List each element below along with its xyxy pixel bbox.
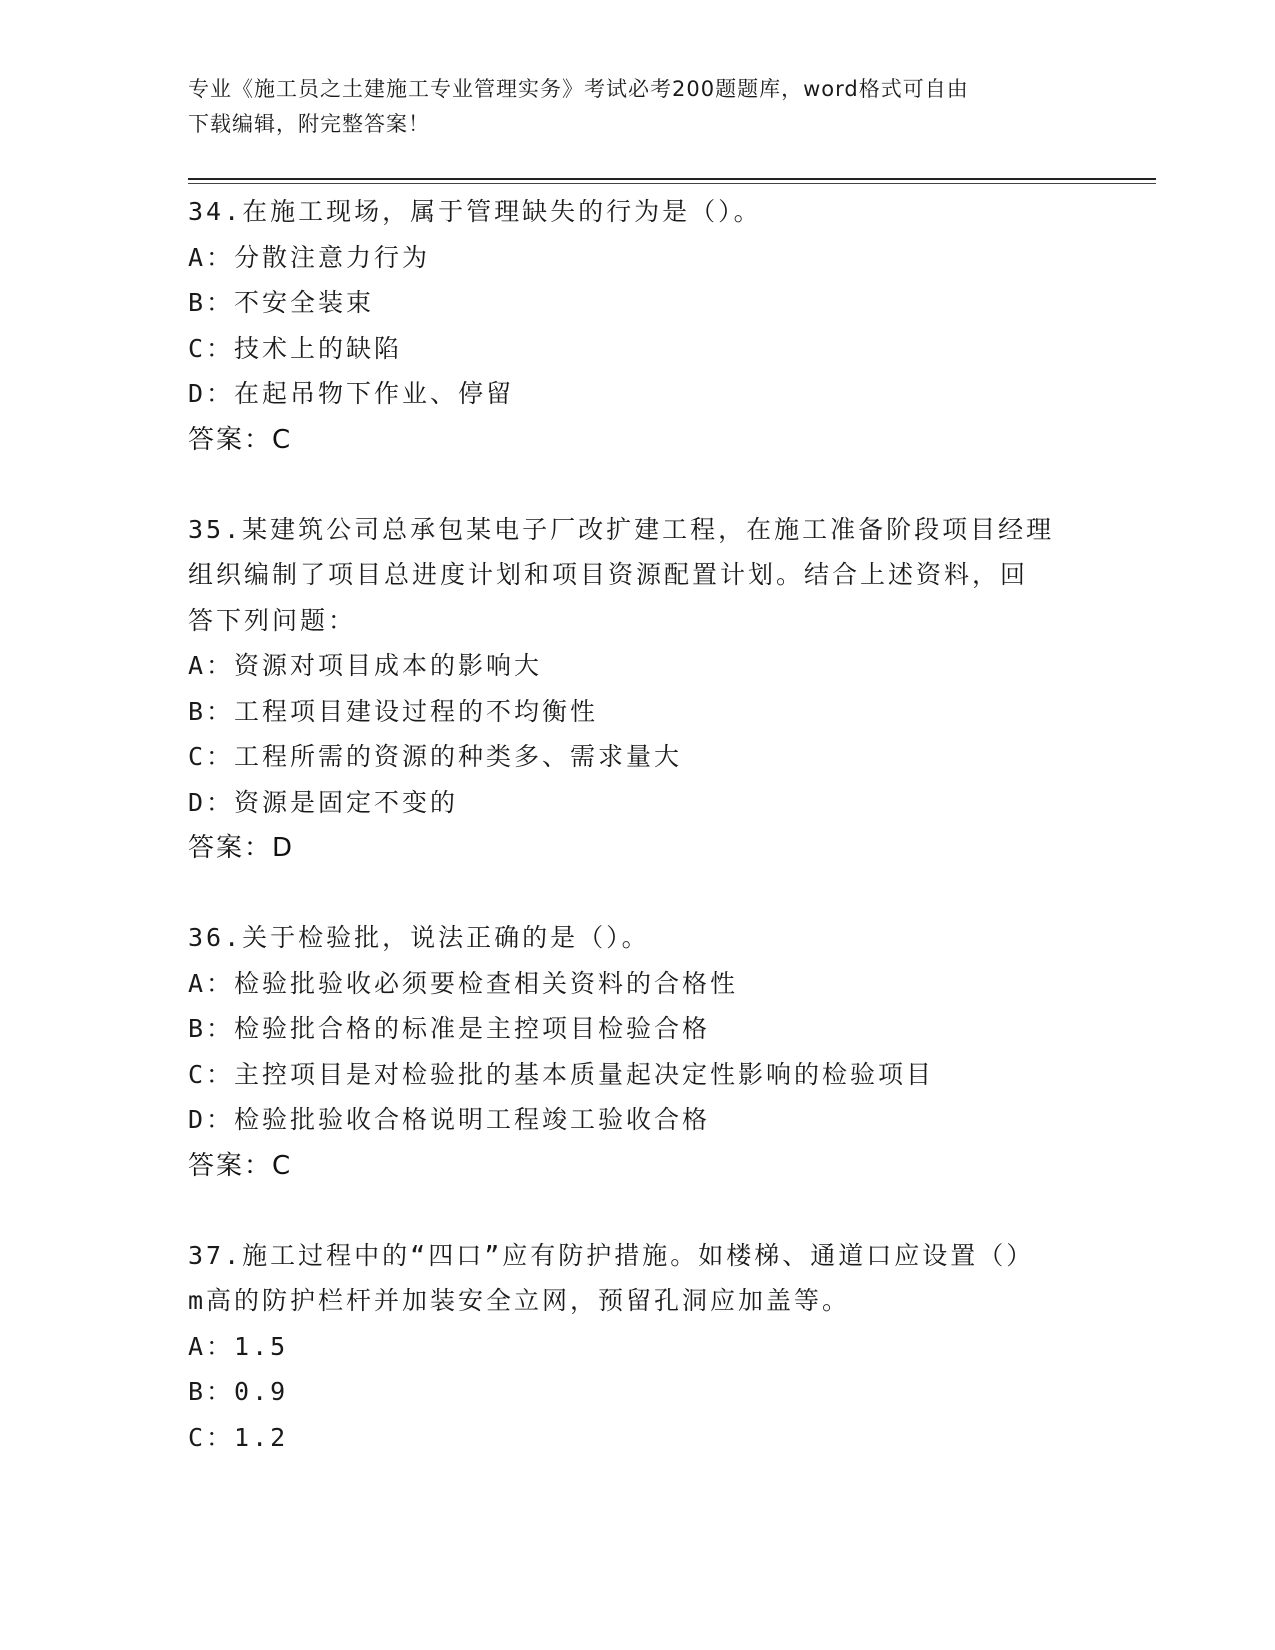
question-34 [188,189,1088,463]
option-d: D：在起吊物下作业、停留 [188,379,515,408]
answer: 答案：C [188,1150,293,1181]
question-text: 37.施工过程中的“四口”应有防护措施。如楼梯、通道口应设置（） [188,1240,1035,1270]
option-b: B：不安全装束 [188,288,375,317]
question-text: 36.关于检验批，说法正确的是（）。 [188,923,650,952]
document-header [188,72,1068,142]
header-line-1: 专业《施工员之土建施工专业管理实务》考试必考200题题库，word格式可自由 [188,77,969,101]
option-c: C：工程所需的资源的种类多、需求量大 [188,742,683,771]
question-text: m高的防护栏杆并加装安全立网，预留孔洞应加盖等。 [188,1286,851,1315]
question-text: 34.在施工现场，属于管理缺失的行为是（）。 [188,197,762,226]
question-text: 组织编制了项目总进度计划和项目资源配置计划。结合上述资料，回 [188,560,1029,589]
question-list [188,189,1088,1460]
question-37 [188,1233,1088,1461]
option-b: B：工程项目建设过程的不均衡性 [188,696,599,726]
option-a: A：检验批验收必须要检查相关资料的合格性 [188,968,739,998]
option-b: B：检验批合格的标准是主控项目检验合格 [188,1014,711,1043]
option-c: C：主控项目是对检验批的基本质量起决定性影响的检验项目 [188,1059,935,1089]
header-divider-thick [188,178,1156,180]
question-36 [188,915,1088,1189]
option-a: A：资源对项目成本的影响大 [188,651,543,680]
header-line-2: 下载编辑，附完整答案！ [188,112,430,136]
option-c: C：1.2 [188,1422,289,1452]
header-divider-thin [188,183,1156,184]
option-d: D：检验批验收合格说明工程竣工验收合格 [188,1105,711,1134]
option-c: C：技术上的缺陷 [188,333,403,363]
option-b: B：0.9 [188,1377,289,1406]
option-a: A：1.5 [188,1331,289,1361]
option-a: A：分散注意力行为 [188,242,431,272]
question-35 [188,507,1088,872]
answer: 答案：C [188,424,293,455]
question-text: 答下列问题： [188,605,357,635]
option-d: D：资源是固定不变的 [188,787,459,817]
answer: 答案：D [188,833,295,863]
question-text: 35.某建筑公司总承包某电子厂改扩建工程，在施工准备阶段项目经理 [188,514,1055,544]
